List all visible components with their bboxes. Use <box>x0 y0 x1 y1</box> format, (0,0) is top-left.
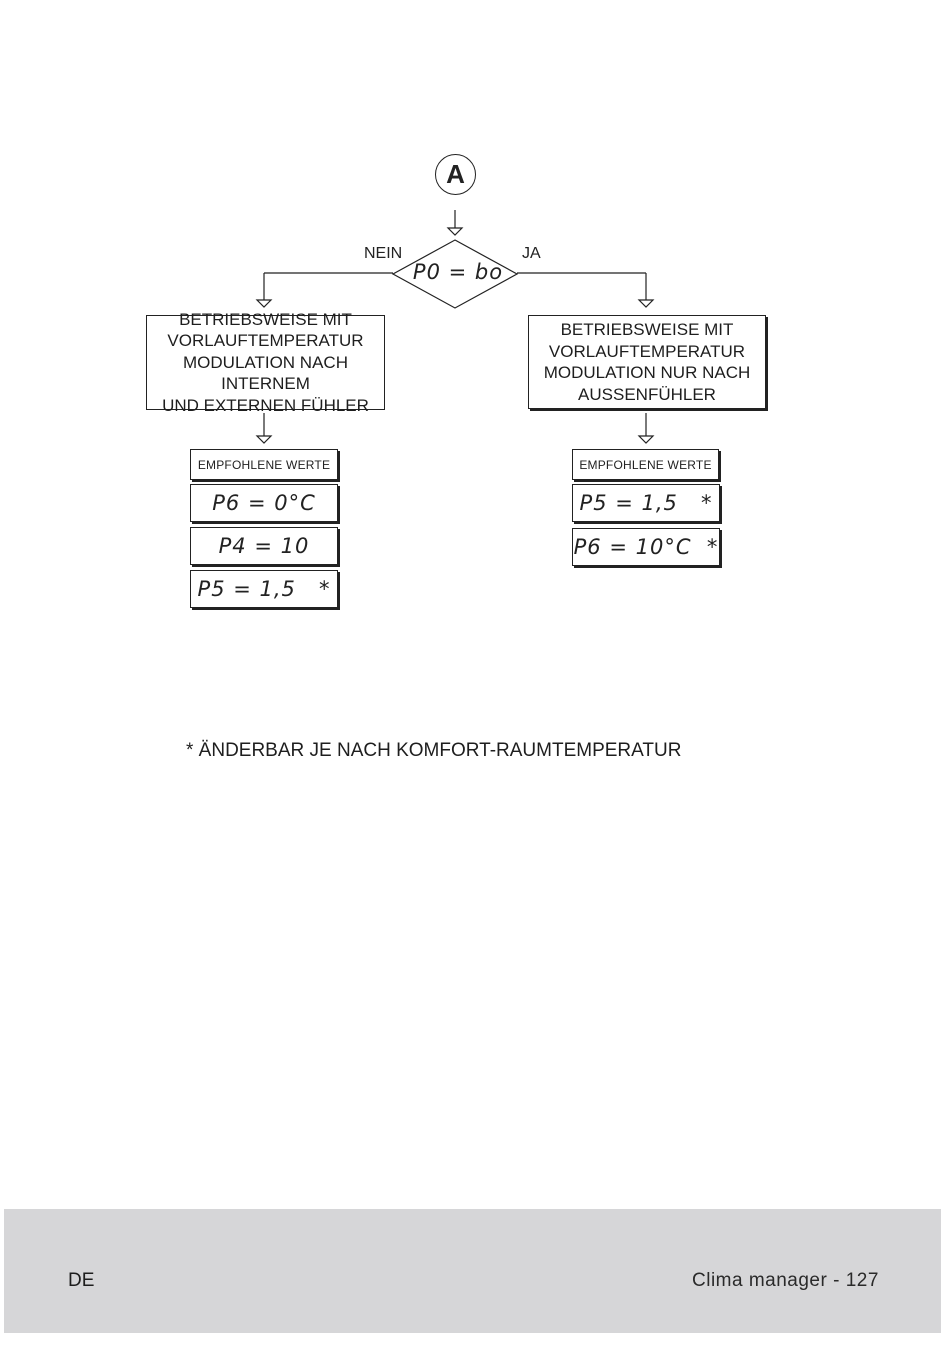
footer-page-label: Clima manager - 127 <box>692 1270 879 1291</box>
footer-language: DE <box>68 1270 95 1291</box>
left-mode-box <box>146 309 385 415</box>
no-label: NEIN <box>364 245 403 262</box>
left-mode-line-4: UND EXTERNEN FÜHLER <box>162 395 369 415</box>
decision-condition: P0 = bo <box>412 260 504 284</box>
footnote: * ÄNDERBAR JE NACH KOMFORT-RAUMTEMPERATUR <box>186 740 682 761</box>
right-recommended-header: EMPFOHLENE WERTE <box>572 449 719 480</box>
right-param-p5: P5 = 1,5 * <box>572 484 720 522</box>
left-mode-line-1: BETRIEBSWEISE MIT <box>179 309 352 329</box>
left-recommended-header: EMPFOHLENE WERTE <box>190 449 338 480</box>
left-param-p4: P4 = 10 <box>190 527 338 565</box>
yes-label: JA <box>522 245 541 262</box>
right-mode-box <box>528 315 766 409</box>
right-mode-line-4: AUSSENFÜHLER <box>578 384 716 404</box>
right-mode-line-3: MODULATION NUR NACH <box>543 363 751 382</box>
left-param-p6: P6 = 0°C <box>190 484 338 522</box>
right-mode-line-2: VORLAUFTEMPERATUR <box>548 341 746 361</box>
right-param-p6: P6 = 10°C * <box>572 528 720 566</box>
left-mode-line-3: MODULATION NACH INTERNEM <box>183 352 348 394</box>
left-mode-line-2: VORLAUFTEMPERATUR <box>167 331 364 351</box>
connector-a: A <box>435 154 476 195</box>
right-mode-line-1: BETRIEBSWEISE MIT <box>560 320 734 339</box>
left-param-p5: P5 = 1,5 * <box>190 570 338 608</box>
